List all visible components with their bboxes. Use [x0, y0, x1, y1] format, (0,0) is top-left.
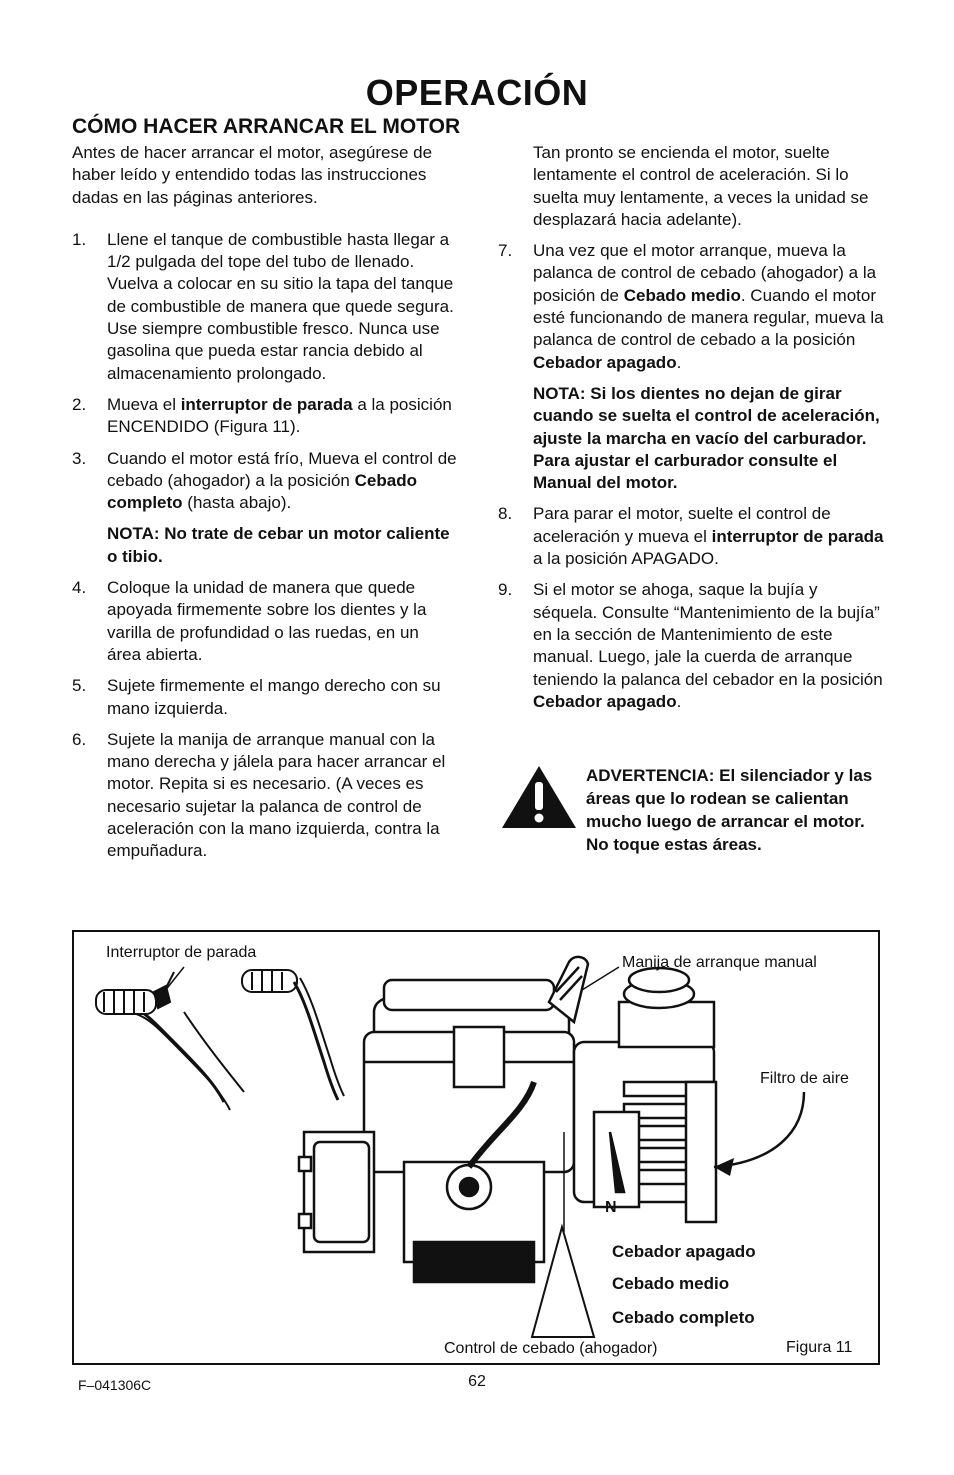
item-number: 9.: [498, 580, 513, 600]
item-number: 8.: [498, 504, 513, 524]
list-item: [72, 394, 457, 439]
list-item: [72, 229, 457, 385]
label-choke-mid: Cebado medio: [612, 1274, 730, 1293]
item-text: Una vez que el motor arranque, mueva la palanca de control de cebado (ahogador) a la posición de Cebado medio. Cuando el motor esté funcionando de manera regular, mueva la palanca de control de cebado a la posición Cebador apagado.: [533, 241, 884, 372]
item-text: Si el motor se ahoga, saque la bujía y séquela. Consulte “Mantenimiento de la bujía” en la sección de Mantenimiento de este manual. Luego, jale la cuerda de arranque teniendo la palanca del cebador en la posición Cebador apagado.: [533, 580, 883, 711]
left-column: [72, 142, 457, 872]
warning-block: [500, 764, 884, 856]
label-stop-switch: Interruptor de parada: [106, 944, 257, 961]
list-item: [72, 448, 457, 515]
label-air-filter: Filtro de aire: [760, 1070, 849, 1087]
figure-caption: Figura 11: [786, 1339, 853, 1356]
document-code: F–041306C: [78, 1377, 152, 1393]
item-number: 6.: [72, 729, 87, 749]
item-text: Mueva el interruptor de parada a la posición ENCENDIDO (Figura 11).: [107, 394, 452, 437]
figure-11: [72, 930, 880, 1365]
engine-illustration: [74, 932, 878, 1363]
page-title: OPERACIÓN: [365, 72, 589, 113]
item-number: 5.: [72, 676, 87, 696]
right-column: [498, 142, 884, 722]
warning-triangle-icon: [500, 764, 578, 830]
item-text: Llene el tanque de combustible hasta llegar a 1/2 pulgada del tope del tubo de llenado. Vuelva a colocar en su sitio la tapa del tanque de combustible de manera que quede segura. Use siempre combustible fresco. Nunca use gasolina que pueda estar rancia debido al almacenamiento prolongado.: [107, 229, 454, 383]
label-choke-off: Cebador apagado: [612, 1242, 756, 1261]
list-item: [498, 579, 884, 713]
list-item: [498, 503, 884, 570]
item-number: 1.: [72, 229, 87, 249]
label-starter-handle: Manija de arranque manual: [622, 954, 817, 971]
warning-text: ADVERTENCIA: El silenciador y las áreas que lo rodean se calientan mucho luego de arrancar el motor. No toque estas áreas.: [586, 766, 873, 854]
item-6-continuation: Tan pronto se encienda el motor, suelte lentamente el control de aceleración. Si lo suelta muy lentamente, a veces la unidad se desplazará hacia adelante).: [533, 143, 869, 229]
item-number: 4.: [72, 578, 87, 598]
dial-letter: N: [605, 1199, 617, 1216]
item-number: 7.: [498, 241, 513, 261]
list-item: [72, 577, 457, 666]
label-choke-control: Control de cebado (ahogador): [444, 1340, 658, 1357]
item-text: Sujete la manija de arranque manual con la mano derecha y jálela para hacer arrancar el motor. Repita si es necesario. (A veces es necesario sujetar la palanca de control de aceleración con la mano izquierda, contra la empuñadura.: [107, 729, 446, 861]
note-cold-engine: NOTA: No trate de cebar un motor caliente o tibio.: [107, 524, 450, 566]
item-text: Para parar el motor, suelte el control de aceleración y mueva el interruptor de parada a la posición APAGADO.: [533, 504, 884, 569]
list-item: [72, 675, 457, 720]
intro-paragraph: Antes de hacer arrancar el motor, asegúrese de haber leído y entendido todas las instrucciones dadas en las páginas anteriores.: [72, 143, 433, 207]
item-text: Cuando el motor está frío, Mueva el control de cebado (ahogador) a la posición Cebado completo (hasta abajo).: [107, 448, 457, 513]
list-item: [498, 240, 884, 374]
page-number: 62: [468, 1373, 486, 1390]
item-text: Coloque la unidad de manera que quede apoyada firmemente sobre los dientes y la varilla de profundidad o las ruedas, en un área abierta.: [107, 578, 427, 664]
label-choke-full: Cebado completo: [612, 1308, 755, 1327]
list-item: [72, 729, 457, 863]
note-carburetor: NOTA: Si los dientes no dejan de girar cuando se suelta el control de aceleración, ajuste la marcha en vacío del carburador. Para ajustar el carburador consulte el Manual del motor.: [533, 383, 880, 493]
item-number: 2.: [72, 394, 87, 414]
item-number: 3.: [72, 448, 87, 468]
section-heading: CÓMO HACER ARRANCAR EL MOTOR: [72, 115, 461, 138]
item-text: Sujete firmemente el mango derecho con su mano izquierda.: [107, 676, 441, 718]
